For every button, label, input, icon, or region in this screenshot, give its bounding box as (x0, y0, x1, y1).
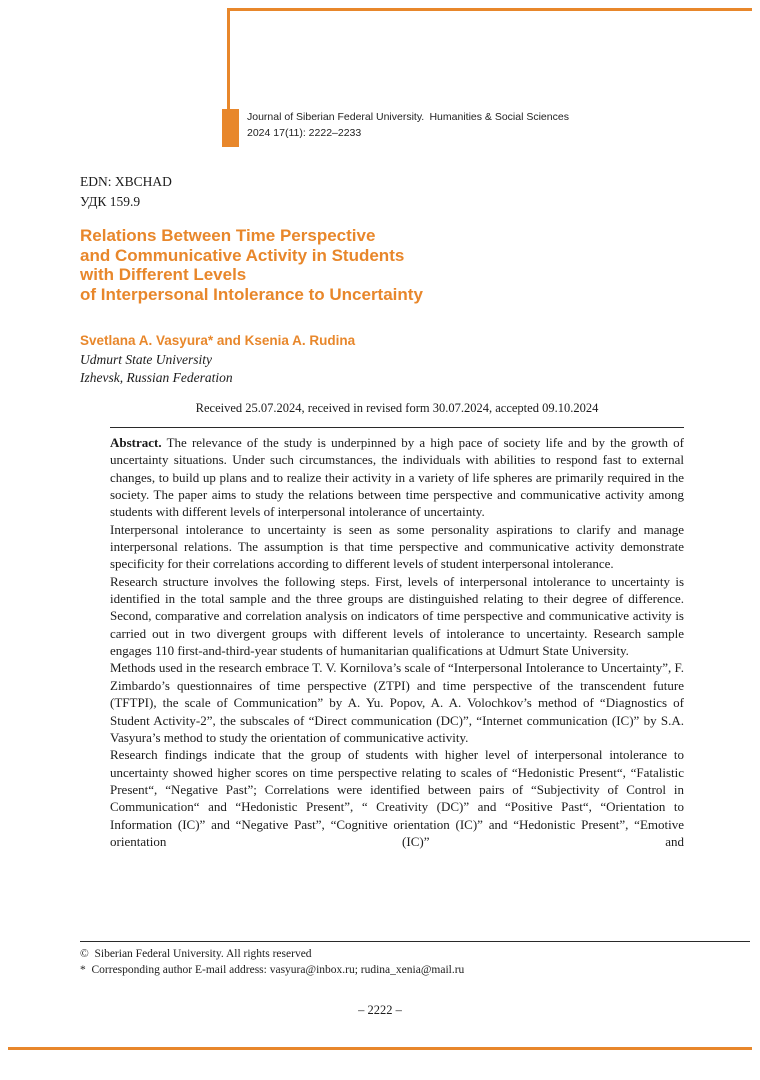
udk-code: УДК 159.9 (80, 194, 141, 209)
article-codes (80, 172, 172, 212)
abstract-paragraph: Methods used in the research embrace T. V. Kornilova’s scale of “Interpersonal Intolerance to Uncertainty”, F. Zimbardo’s questionnaires of time perspective (ZTPI) and time perspective of the transcendent future (TFTPI), the scale of Communication” by A. Yu. Popov, A. A. Volochkov’s method of “Diagnostics of Student Activity-2”, the subscales of “Direct communication (DC)”, “Internet communication (IC)” by S.A. Vasyura’s method to study the orientation of communicative activity. (110, 660, 684, 745)
authors-line: Svetlana A. Vasyura* and Ksenia A. Rudina (80, 333, 356, 348)
page-number: – 2222 – (358, 1003, 402, 1017)
journal-issue: 2024 17(11): 2222–2233 (247, 126, 362, 139)
journal-header (247, 110, 727, 141)
frame-accent-square (222, 109, 239, 147)
journal-name: Journal of Siberian Federal University. Humanities & Social Sciences (247, 111, 569, 123)
title-line: of Interpersonal Intolerance to Uncertainty (80, 284, 423, 304)
abstract-text: The relevance of the study is underpinned by a high pace of society life and by the growth of uncertainty situations. Under such circumstances, the individuals with abilities to respond fast to external changes, to build up plans and to realize their activity in a variety of life spheres are primarily required in the society. The paper aims to study the relations between time perspective and communicative activity among students with different levels of interpersonal intolerance of uncertainty. (110, 435, 685, 520)
copyright-note: © Siberian Federal University. All rights reserved (80, 948, 312, 960)
abstract-label: Abstract. (110, 435, 162, 450)
article-title (80, 226, 640, 304)
frame-top-line (227, 8, 752, 11)
frame-bottom-line (8, 1047, 752, 1050)
title-line: Relations Between Time Perspective (80, 226, 376, 245)
frame-left-line (227, 8, 230, 109)
affiliation (80, 351, 640, 387)
affiliation-line: Izhevsk, Russian Federation (80, 370, 233, 385)
title-line: and Communicative Activity in Students (80, 245, 405, 265)
title-line: with Different Levels (80, 265, 247, 284)
abstract-paragraph: Research findings indicate that the group of students with higher level of interpersonal intolerance to uncertainty showed higher scores on time perspective relating to scales of “Hedonistic Present“, “Fatalistic Present“, “Negative Past”; Correlations were identified between pairs of “Subjectivity of Control in Communication“ and “Hedonistic Present”, “ Creativity (DC)” and “Positive Past“, “Orientation to Information (IC)” and “Negative Past”, “Cognitive orientation (IC)” and “Hedonistic Present”, “Emotive orientation (IC)” and (110, 747, 684, 849)
footnotes (80, 941, 680, 978)
abstract-paragraph (110, 434, 684, 521)
affiliation-line: Udmurt State University (80, 352, 212, 367)
corresponding-author-note: * Corresponding author E-mail address: vasyura@inbox.ru; rudina_xenia@mail.ru (80, 964, 465, 976)
received-dates: Received 25.07.2024, received in revised form 30.07.2024, accepted 09.10.2024 (195, 401, 599, 415)
abstract-paragraph: Interpersonal intolerance to uncertainty is seen as some personality aspirations to clarify and manage interpersonal relations. The assumption is that time perspective and communicative activity demonstrate specificity for their correlations according to different levels of student interpersonal intolerance. (110, 521, 684, 572)
abstract-paragraph: Research structure involves the following steps. First, levels of interpersonal intolerance to uncertainty is identified in the total sample and the three groups are distinguished relating to their degree of difference. Second, comparative and correlation analysis on indicators of time perspective and communicative activity is carried out in two divergent groups with different levels of intolerance to uncertainty. Research sample engages 110 first-and-third-year students of humanitarian qualifications at Udmurt State University. (110, 573, 684, 659)
abstract-block (110, 427, 684, 850)
edn-code: EDN: XBCHAD (80, 174, 172, 189)
